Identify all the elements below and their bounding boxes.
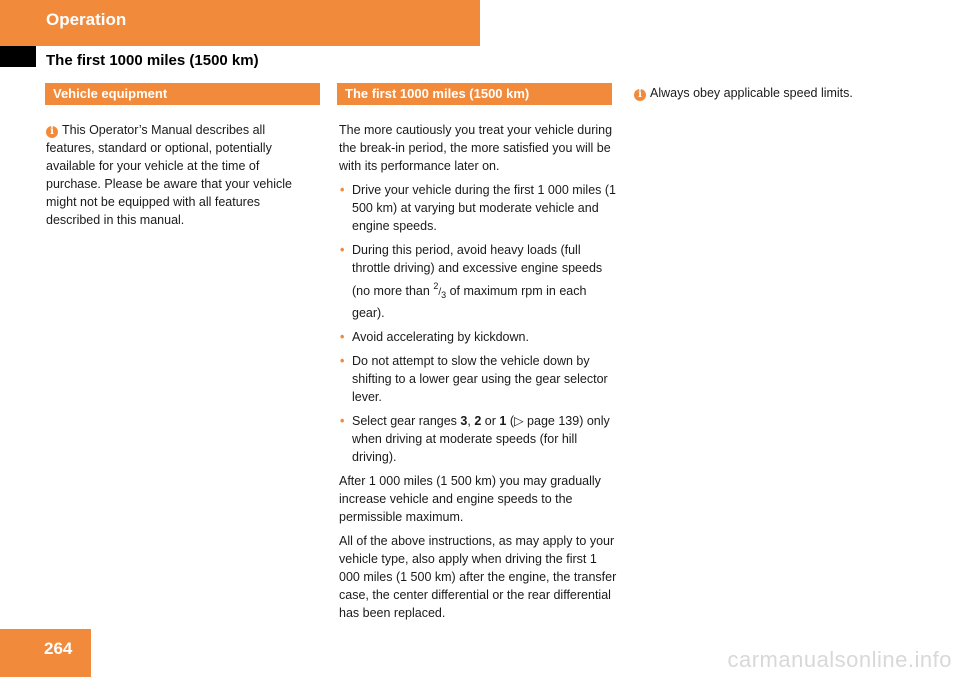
final-paragraph: All of the above instructions, as may apply to your vehicle type, also apply when driving the first 1 000 miles (1 500 km) after the engine, the transfer case, the center differential or the rear differential has been replaced.	[339, 534, 617, 620]
bullet-icon: •	[340, 414, 345, 428]
list-item	[339, 181, 617, 235]
bullet-icon: •	[340, 243, 345, 257]
list-item-text: Do not attempt to slow the vehicle down by shifting to a lower gear using the gear selector lever.	[352, 354, 608, 404]
gear-3: 3	[460, 414, 468, 428]
list-item-text: During this period, avoid heavy loads (full throttle driving) and excessive engine speeds (no more than	[352, 243, 603, 298]
list-item	[339, 352, 617, 406]
intro-paragraph: The more cautiously you treat your vehicle during the break-in period, the more satisfied you will be with its performance later on.	[339, 123, 613, 173]
gear-or: or	[484, 414, 496, 428]
fraction-denominator: 3	[441, 290, 447, 300]
list-item-text: Avoid accelerating by kickdown.	[352, 330, 529, 344]
watermark: carmanualsonline.info	[727, 647, 952, 672]
fraction-numerator: 2	[433, 281, 439, 291]
section-heading-vehicle-equipment: Vehicle equipment	[45, 83, 320, 105]
bullet-icon: •	[340, 354, 345, 368]
page-number-box	[0, 629, 91, 677]
speed-limit-note-text: Always obey applicable speed limits.	[650, 86, 853, 100]
list-item-text: Drive your vehicle during the first 1 000 miles (1 500 km) at varying but moderate vehicle and engine speeds.	[352, 183, 617, 233]
chapter-title: Operation	[46, 10, 127, 29]
after-paragraph: After 1 000 miles (1 500 km) you may gradually increase vehicle and engine speeds to the permissible maximum.	[339, 474, 601, 524]
list-item	[339, 241, 617, 322]
equipment-note-text: This Operator’s Manual describes all features, standard or optional, potentially available for your vehicle at the time of purchase. Please be aware that your vehicle might not be equipped with all features described in this manual.	[46, 123, 292, 227]
list-item-text-end: of maximum rpm in each gear).	[352, 284, 587, 320]
list-item: • Select gear ranges 3, 2 or 1 (▷ page 139) only when driving at moderate speeds (for hill driving).	[340, 414, 610, 464]
gear-1: 1	[499, 414, 507, 428]
first-miles-content	[339, 121, 617, 628]
info-icon: i	[46, 126, 58, 138]
page-number: 264	[44, 639, 73, 658]
gear-2: 2	[474, 414, 482, 428]
bullet-icon: •	[340, 183, 345, 197]
list-item-text-end: only when driving at moderate speeds (for hill driving).	[352, 414, 610, 464]
list-item-text: Select gear ranges	[352, 414, 457, 428]
equipment-note	[46, 121, 316, 229]
fraction: 2/3	[433, 281, 447, 300]
list-item	[339, 328, 617, 346]
page-reference-link[interactable]: (▷ page 139)	[509, 414, 584, 428]
info-icon: i	[634, 89, 646, 101]
page-title: The first 1000 miles (1500 km)	[46, 52, 259, 69]
section-heading-first-miles: The first 1000 miles (1500 km)	[337, 83, 612, 105]
section-marker	[0, 46, 36, 67]
speed-limit-note	[634, 84, 934, 102]
bullet-icon: •	[340, 330, 345, 344]
